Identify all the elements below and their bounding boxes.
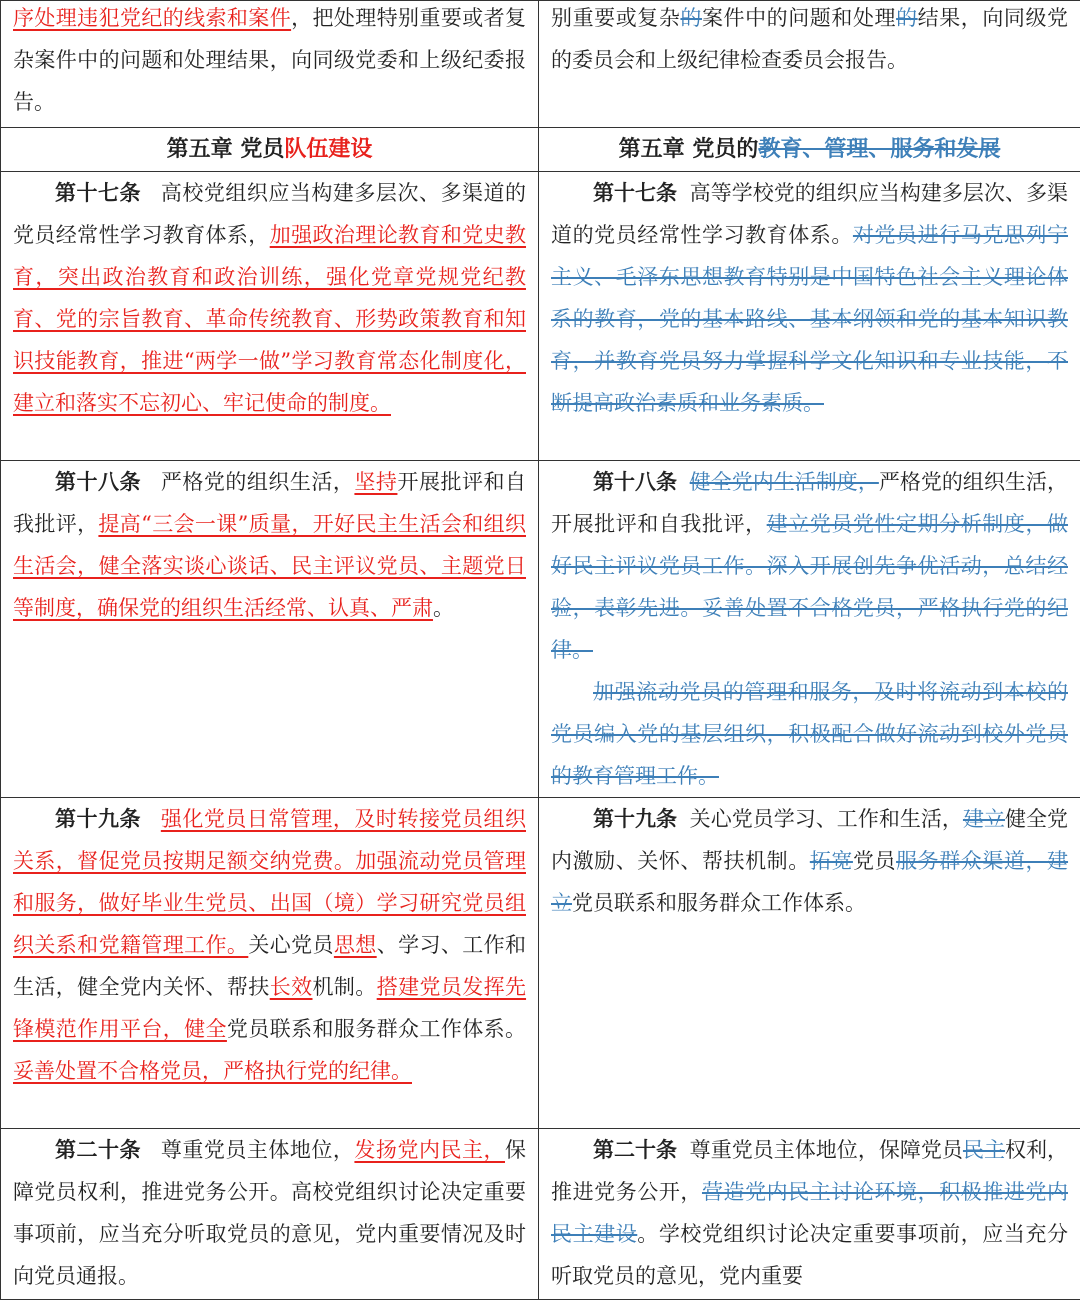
cell-new-text [1, 1, 539, 128]
cell-content [551, 1129, 1068, 1297]
cell-old-text [539, 461, 1080, 798]
deleted-text: 的 [680, 6, 702, 30]
added-text: 加强政治理论教育和党史教育，突出政治教育和政治训练，强化党章党规党纪教育、党的宗旨教育、革命传统教育、形势政策教育和知识技能教育，推进“两学一做”学习教育常态化制度化，建立和落实不忘初心、牢记使命的制度。 [13, 223, 526, 415]
table-row [1, 1, 1080, 128]
article-number: 第十九条 [593, 806, 677, 831]
article-number: 第十九条 [55, 806, 141, 831]
added-text: 妥善处置不合格党员，严格执行党的纪律。 [13, 1059, 412, 1083]
paragraph [551, 461, 1068, 671]
cell-old-text [539, 172, 1080, 461]
article-number: 第二十条 [593, 1137, 677, 1162]
text-segment: 严格党的组织生活，开展批评和自我批评， [551, 470, 1068, 536]
deleted-text: 民主 [963, 1138, 1005, 1162]
added-text: 思想 [334, 933, 377, 957]
text-segment: 关心党员 [248, 933, 334, 957]
cell-content [13, 172, 526, 424]
text-segment: 尊重党员主体地位， [154, 1138, 355, 1162]
cell-new-text [1, 798, 539, 1129]
cell-content [13, 461, 526, 629]
cell-content [551, 798, 1068, 924]
text-segment: 案件中的问题和处理 [702, 6, 896, 30]
cell-content [551, 461, 1068, 797]
deleted-text: 健全党内生活制度， [690, 470, 879, 494]
chapter-header-row [1, 128, 1080, 172]
deleted-text: 教育、管理、服务和发展 [758, 136, 1000, 162]
text-segment: 党员联系和服务群众工作体系。 [572, 891, 866, 915]
text-segment: 严格党的组织生活， [154, 470, 355, 494]
paragraph [551, 798, 1068, 924]
text-segment: 。 [433, 596, 454, 620]
text-segment: 高等学校党的组织应当构建多层次、多渠道的党员经常性学习教育体系。 [551, 181, 1068, 247]
deleted-text: 对党员进行马克思列宁主义、毛泽东思想教育特别是中国特色社会主义理论体系的教育，党的基本路线、基本纲领和党的基本知识教育，并教育党员努力掌握科学文化知识和专业技能，不断提高政治素质和业务素质。 [551, 223, 1068, 415]
table-row [1, 461, 1080, 798]
paragraph [551, 671, 1068, 797]
text-segment: 尊重党员主体地位，保障党员 [690, 1138, 963, 1162]
cell-content [551, 172, 1068, 424]
text-segment: 机制。 [313, 975, 377, 999]
text-segment: ，把处理特别重要或者复杂案件中的问题和处理结果，向同级党委和上级纪委报告。 [13, 6, 526, 114]
paragraph [13, 1129, 526, 1297]
cell-content [13, 1, 526, 124]
cell-old-text [539, 1129, 1080, 1300]
text-segment: 党员联系和服务群众工作体系。 [227, 1017, 526, 1041]
article-number: 第二十条 [55, 1137, 141, 1162]
cell-content [539, 128, 1080, 171]
deleted-text: 服务群众渠道，建立 [551, 849, 1068, 915]
text-segment: 结果，向同级党的委员会和上级纪律检查委员会报告。 [551, 6, 1068, 72]
added-text: 提高“三会一课”质量，开好民主生活会和组织生活会，健全落实谈心谈话、民主评议党员、主题党日等制度，确保党的组织生活经常、认真、严肃 [13, 512, 526, 620]
paragraph [13, 798, 526, 1092]
deleted-text: 建立 [963, 807, 1005, 831]
text-segment: 权利，推进党务公开， [551, 1138, 1068, 1204]
article-number: 第十八条 [55, 469, 141, 494]
added-text: 搭建党员发挥先锋模范作用平台，健全 [13, 975, 526, 1041]
chapter-title-new [1, 128, 539, 172]
deleted-text: 建立党员党性定期分析制度，做好民主评议党员工作。深入开展创先争优活动，总结经验，表彰先进。妥善处置不合格党员，严格执行党的纪律。 [551, 512, 1068, 662]
table-row [1, 1129, 1080, 1300]
cell-content [13, 798, 526, 1092]
chapter-title-old [539, 128, 1080, 172]
cell-old-text [539, 798, 1080, 1129]
paragraph [13, 461, 526, 629]
table-row [1, 798, 1080, 1129]
paragraph [551, 1, 1068, 82]
paragraph [13, 1, 526, 124]
added-text: 坚持 [354, 470, 397, 494]
article-number: 第十七条 [55, 180, 141, 205]
cell-content [551, 1, 1068, 82]
paragraph [551, 1129, 1068, 1297]
cell-old-text [539, 1, 1080, 128]
text-segment: 关心党员学习、工作和生活， [690, 807, 963, 831]
article-number: 第十七条 [593, 180, 677, 205]
text-segment: 、学习、工作和生活，健全党内关怀、帮扶 [13, 933, 526, 999]
cell-content [1, 128, 538, 171]
cell-new-text [1, 172, 539, 461]
highlight-text: 队伍建设 [284, 136, 372, 162]
cell-content [13, 1129, 526, 1297]
text-segment: 高校党组织应当构建多层次、多渠道的党员经常性学习教育体系， [13, 181, 526, 247]
text-segment: 别重要或复杂 [551, 6, 680, 30]
added-text: 发扬党内民主， [354, 1138, 505, 1162]
cell-new-text [1, 461, 539, 798]
paragraph [551, 172, 1068, 424]
added-text: 序处理违犯党纪的线索和案件 [13, 6, 291, 30]
text-segment: 。学校党组织讨论决定重要事项前，应当充分听取党员的意见，党内重要 [551, 1222, 1068, 1288]
added-text: 长效 [270, 975, 313, 999]
deleted-text: 营造党内民主讨论环境，积极推进党内民主建设 [551, 1180, 1068, 1246]
text-segment: 党员 [853, 849, 896, 873]
deleted-text: 的 [896, 6, 918, 30]
deleted-text: 加强流动党员的管理和服务，及时将流动到本校的党员编入党的基层组织，积极配合做好流动到校外党员的教育管理工作。 [551, 680, 1068, 788]
text-segment: 第五章 党员的 [619, 136, 759, 162]
added-text: 强化党员日常管理，及时转接党员组织关系，督促党员按期足额交纳党费。加强流动党员管理和服务，做好毕业生党员、出国（境）学习研究党员组织关系和党籍管理工作。 [13, 807, 526, 957]
paragraph [13, 172, 526, 424]
text-segment: 第五章 党员 [167, 136, 285, 162]
text-segment: 保障党员权利，推进党务公开。高校党组织讨论决定重要事项前，应当充分听取党员的意见，党内重要情况及时向党员通报。 [13, 1138, 526, 1288]
text-segment: 开展批评和自我批评， [13, 470, 526, 536]
article-number: 第十八条 [593, 469, 677, 494]
deleted-text: 拓宽 [810, 849, 853, 873]
cell-new-text [1, 1129, 539, 1300]
text-segment: 健全党内激励、关怀、帮扶机制。 [551, 807, 1068, 873]
text-segment [154, 807, 161, 831]
table-row [1, 172, 1080, 461]
